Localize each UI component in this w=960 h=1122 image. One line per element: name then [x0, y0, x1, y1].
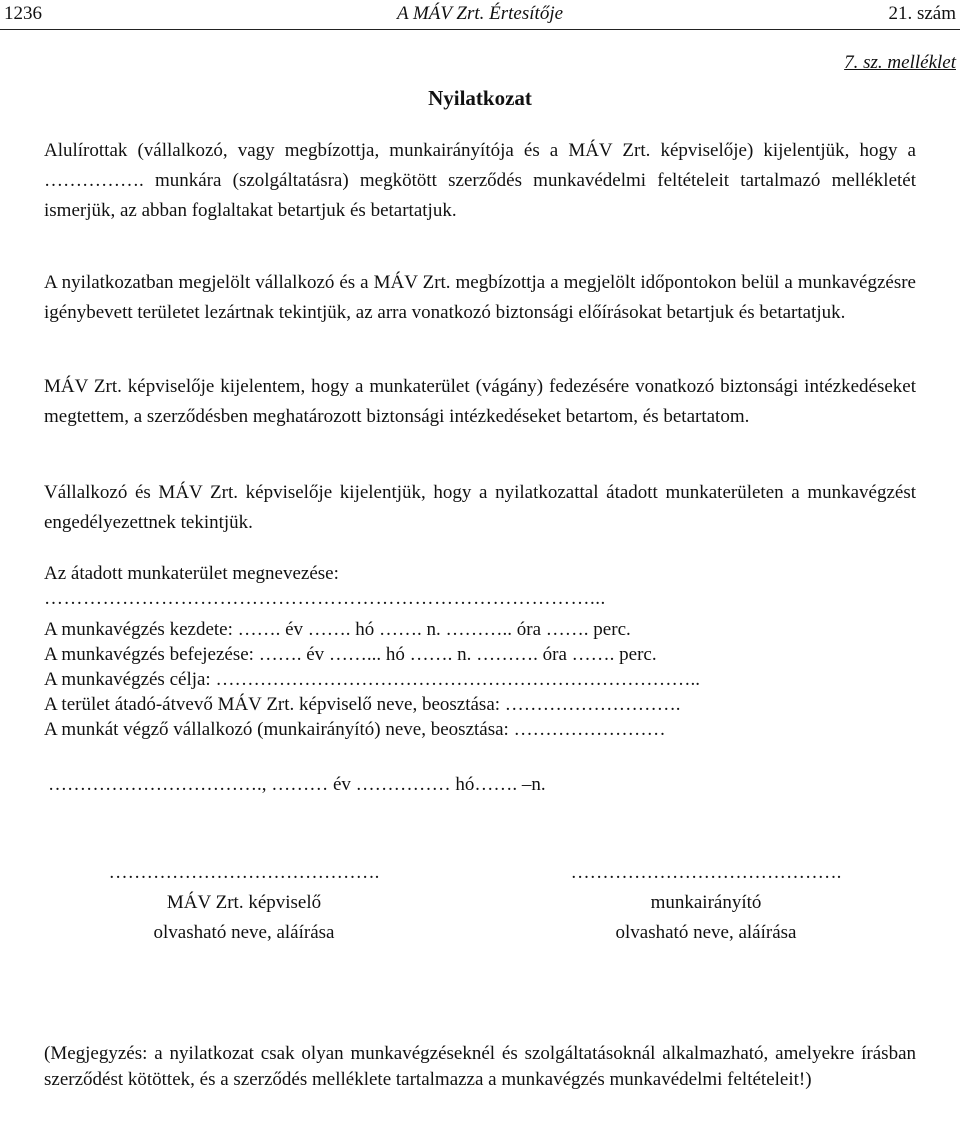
paragraph-permission: Vállalkozó és MÁV Zrt. képviselője kijelentjük, hogy a nyilatkozattal átadott munkaterületen a munkavégzést engedélyezettnek tekintjük.	[44, 482, 916, 533]
signature-block-manager	[506, 858, 906, 948]
journal-title: A MÁV Zrt. Értesítője	[396, 3, 564, 24]
footnote: (Megjegyzés: a nyilatkozat csak olyan munkavégzéseknél és szolgáltatásoknál alkalmazható, amelyekre írásban szerződést kötöttek, és a szerződés melléklete tartalmazza a munkavégzés munkavédelmi feltételeit!)	[44, 1043, 916, 1090]
form-fields	[44, 561, 924, 742]
area-name-field[interactable]: …………………………………………………………………………...	[44, 588, 606, 609]
annex-label: 7. sz. melléklet	[844, 52, 956, 73]
paragraph-representative: MÁV Zrt. képviselője kijelentem, hogy a munkaterület (vágány) fedezésére vonatkozó biztonsági intézkedéseket megtettem, a szerződésben meghatározott biztonsági intézkedéseket betartom, és betartatom.	[44, 376, 916, 427]
signature-role: MÁV Zrt. képviselő	[166, 892, 322, 913]
issue-number: 21. szám	[888, 3, 956, 24]
purpose-field[interactable]: A munkavégzés célja: …………………………………………………………………..	[44, 669, 700, 690]
signature-caption: olvasható neve, aláírása	[615, 922, 797, 943]
signature-role: munkairányító	[650, 892, 762, 913]
paragraph-declaration: Alulírottak (vállalkozó, vagy megbízottja, munkairányítója és a MÁV Zrt. képviselője) kijelentjük, hogy a ……………. munkára (szolgáltatásra) megkötött szerződés munkavédelmi feltételeit tartalmazó mellékletét ismerjük, az abban foglaltakat betartjuk és betartatjuk.	[44, 140, 916, 221]
page-number: 1236	[4, 3, 42, 24]
paragraph-closed-area: A nyilatkozatban megjelölt vállalkozó és a MÁV Zrt. megbízottja a megjelölt időpontokon belül a munkavégzésre igénybevett területet lezártnak tekintjük, az arra vonatkozó biztonsági előírásokat betartjuk és betartatjuk.	[44, 272, 916, 323]
end-time-field[interactable]: A munkavégzés befejezése: ……. év ……... hó ……. n. ………. óra ……. perc.	[44, 644, 657, 665]
page-header	[0, 0, 960, 30]
area-name-label: Az átadott munkaterület megnevezése:	[44, 563, 339, 584]
start-time-field[interactable]: A munkavégzés kezdete: ……. év ……. hó ……. n. ……….. óra ……. perc.	[44, 619, 631, 640]
date-field[interactable]: ……………………………., ……… év …………… hó……. –n.	[48, 774, 546, 795]
signature-line[interactable]: …………………………………….	[108, 862, 380, 883]
contractor-field[interactable]: A munkát végző vállalkozó (munkairányító) neve, beosztása: ……………………	[44, 719, 666, 740]
handover-representative-field[interactable]: A terület átadó-átvevő MÁV Zrt. képviselő neve, beosztása: ……………………….	[44, 694, 681, 715]
signature-block-mav	[44, 858, 444, 948]
signature-caption: olvasható neve, aláírása	[153, 922, 335, 943]
signature-line[interactable]: …………………………………….	[570, 862, 842, 883]
document-title: Nyilatkozat	[428, 86, 532, 110]
